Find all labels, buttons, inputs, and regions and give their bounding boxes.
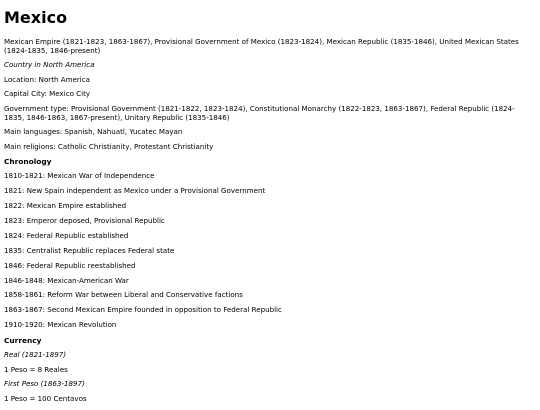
chronology-item: 1822: Mexican Empire established [4,201,127,211]
country-names: Mexican Empire (1821-1823, 1863-1867), Provisional Government of Mexico (1823-1824), Mexican Republic (1835-1846), United Mexican States (1824-1835, 1846-present) [4,37,519,55]
currency-rate: 1 Peso = 8 Reales [4,364,68,374]
currency-rate: 1 Peso = 100 Centavos [4,393,87,403]
currency-name: Real (1821-1897) [4,350,67,360]
chronology-item: 1824: Federal Republic established [4,230,129,240]
chronology-item: 1858-1861: Reform War between Liberal and Conservative factions [4,290,243,300]
chronology-item: 1910-1920: Mexican Revolution [4,320,117,330]
article [4,6,534,410]
currency-list [4,351,534,403]
capital-line: Capital City: Mexico City [4,89,91,99]
currency-heading: Currency [4,336,42,346]
chronology-item: 1835: Centralist Republic replaces Federal state [4,245,175,255]
chronology-list [4,172,534,330]
government-line: Government type: Provisional Government (1821-1822, 1823-1824), Constitutional Monarchy (1822-1823, 1863-1867), Federal Republic (1824-1835, 1846-1863, 1867-present), Unitary Republic (1835-1846) [4,103,515,122]
chronology-item: 1823: Emperor deposed, Provisional Republic [4,216,165,226]
currency-name: First Peso (1863-1897) [4,379,85,389]
chronology-item: 1846-1848: Mexican-American War [4,275,129,285]
chronology-heading: Chronology [4,157,52,167]
country-subtitle: Country in North America [4,60,95,70]
chronology-item: 1821: New Spain independent as Mexico under a Provisional Government [4,186,266,196]
religions-line: Main religions: Catholic Christianity, Protestant Christianity [4,141,214,151]
location-line: Location: North America [4,74,91,84]
languages-line: Main languages: Spanish, Nahuatl, Yucatec Mayan [4,127,183,137]
chronology-item: 1846: Federal Republic reestablished [4,260,136,270]
page-title: Mexico [4,8,68,27]
chronology-item: 1810-1821: Mexican War of Independence [4,171,155,181]
chronology-item: 1863-1867: Second Mexican Empire founded in opposition to Federal Republic [4,305,282,315]
